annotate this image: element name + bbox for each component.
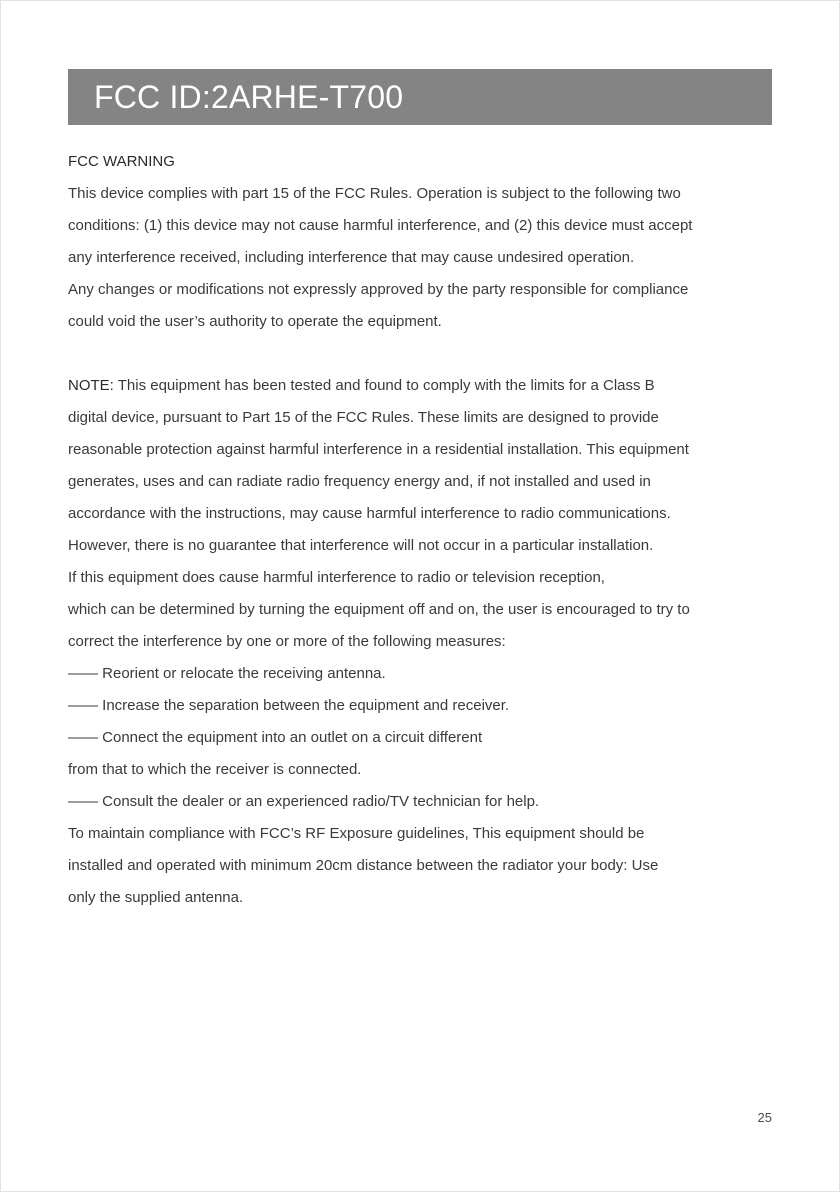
note-line: digital device, pursuant to Part 15 of the FCC Rules. These limits are designed to provide <box>68 409 659 426</box>
warning-line: Any changes or modifications not expressly approved by the party responsible for compliance <box>68 281 689 298</box>
measure-item: —— Connect the equipment into an outlet on a circuit different <box>68 729 483 746</box>
note-line: However, there is no guarantee that interference will not occur in a particular installation. <box>68 537 654 554</box>
note-line: generates, uses and can radiate radio frequency energy and, if not installed and used in <box>68 473 651 490</box>
measure-item: —— Reorient or relocate the receiving antenna. <box>68 665 386 682</box>
note-line: correct the interference by one or more of the following measures: <box>68 633 506 650</box>
warning-line: any interference received, including interference that may cause undesired operation. <box>68 249 635 266</box>
warning-line: conditions: (1) this device may not cause harmful interference, and (2) this device must accept <box>68 217 693 234</box>
measure-item-continuation: from that to which the receiver is connected. <box>68 761 362 778</box>
paragraph-gap <box>68 338 772 370</box>
rf-exposure-line: only the supplied antenna. <box>68 889 244 906</box>
measure-item: —— Increase the separation between the equipment and receiver. <box>68 697 510 714</box>
rf-exposure-line: installed and operated with minimum 20cm distance between the radiator your body: Use <box>68 857 659 874</box>
document-body <box>68 146 772 914</box>
warning-line: could void the user’s authority to operate the equipment. <box>68 313 442 330</box>
note-first-line-text: This equipment has been tested and found to comply with the limits for a Class B <box>113 377 655 394</box>
page-number: 25 <box>757 1110 772 1125</box>
note-line: If this equipment does cause harmful interference to radio or television reception, <box>68 569 605 586</box>
note-first-line <box>68 370 772 402</box>
note-line: reasonable protection against harmful interference in a residential installation. This equipment <box>68 441 689 458</box>
warning-line: This device complies with part 15 of the FCC Rules. Operation is subject to the following two <box>68 185 681 202</box>
note-line: which can be determined by turning the equipment off and on, the user is encouraged to try to <box>68 601 690 618</box>
note-label: NOTE: <box>68 377 114 394</box>
warning-heading: FCC WARNING <box>68 153 175 170</box>
header-bar <box>68 69 772 125</box>
rf-exposure-line: To maintain compliance with FCC’s RF Exposure guidelines, This equipment should be <box>68 825 645 842</box>
measure-item: —— Consult the dealer or an experienced radio/TV technician for help. <box>68 793 540 810</box>
note-line: accordance with the instructions, may cause harmful interference to radio communications. <box>68 505 671 522</box>
page-title: FCC ID:2ARHE-T700 <box>94 79 404 115</box>
